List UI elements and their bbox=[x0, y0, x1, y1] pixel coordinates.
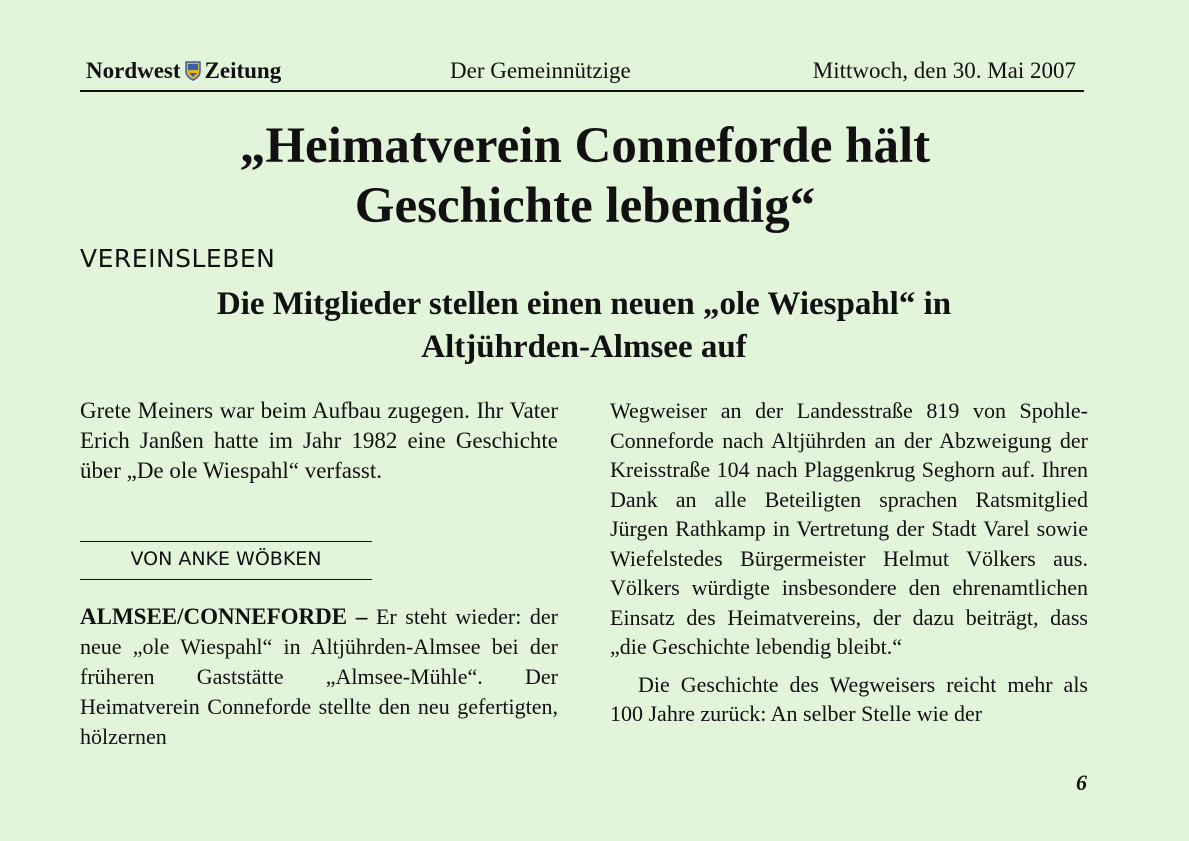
body-column-1 bbox=[80, 602, 558, 752]
article-headline bbox=[80, 116, 1090, 236]
byline: VON ANKE WÖBKEN bbox=[130, 548, 322, 570]
subhead-line: Altjührden-Almsee auf bbox=[421, 329, 747, 365]
byline-box bbox=[80, 541, 372, 580]
photo-caption bbox=[80, 396, 558, 486]
issue-date: Mittwoch, den 30. Mai 2007 bbox=[812, 58, 1076, 83]
brand-name-part1: Nordwest bbox=[86, 58, 181, 83]
subhead-line: Die Mitglieder stellen einen neuen „ole Wiespahl“ in bbox=[216, 286, 952, 322]
body-text-col1: Er steht wieder: der neue „ole Wiespahl“ in Altjührden-Almsee bei der früheren Gaststätte „Almsee-Mühle“. Der Heimatverein Conneforde stellte den neu gefertigten, hölzernen bbox=[80, 604, 558, 749]
headline-line: Geschichte lebendig“ bbox=[354, 178, 816, 234]
body-paragraph: Wegweiser an der Landesstraße 819 von Spohle-Conneforde nach Altjührden an der Abzweigung der Kreisstraße 104 nach Plaggenkrug Seghorn auf. Ihren Dank an alle Beteiligten sprachen Ratsmitglied Jürgen Rathkamp in Vertretung der Stadt Varel sowie Wiefelstedes Bürgermeister Helmut Völkers aus. Völkers würdigte insbesondere den ehrenamtlichen Einsatz des Heimatvereins, der dazu beiträgt, dass „die Geschichte lebendig bleibt.“ bbox=[610, 398, 1088, 659]
section-label: VEREINSLEBEN bbox=[80, 244, 276, 273]
section-title: Der Gemeinnützige bbox=[450, 58, 631, 83]
body-paragraph: Die Geschichte des Wegweisers reicht mehr als 100 Jahre zurück: An selber Stelle wie der bbox=[610, 671, 1088, 726]
brand-name-part2: Zeitung bbox=[204, 58, 282, 83]
caption-text: Grete Meiners war beim Aufbau zugegen. Ihr Vater Erich Janßen hatte im Jahr 1982 eine Geschichte über „De ole Wiespahl“ verfasst. bbox=[80, 398, 558, 483]
body-column-2 bbox=[610, 396, 1088, 729]
page-number: 6 bbox=[1076, 770, 1087, 795]
crest-icon bbox=[185, 61, 201, 81]
newspaper-brand bbox=[86, 58, 281, 84]
page-header bbox=[80, 58, 1084, 92]
article-subheadline bbox=[100, 283, 1068, 369]
headline-line: „Heimatverein Conneforde hält bbox=[239, 118, 931, 174]
dateline: ALMSEE/CONNEFORDE – bbox=[80, 604, 368, 629]
